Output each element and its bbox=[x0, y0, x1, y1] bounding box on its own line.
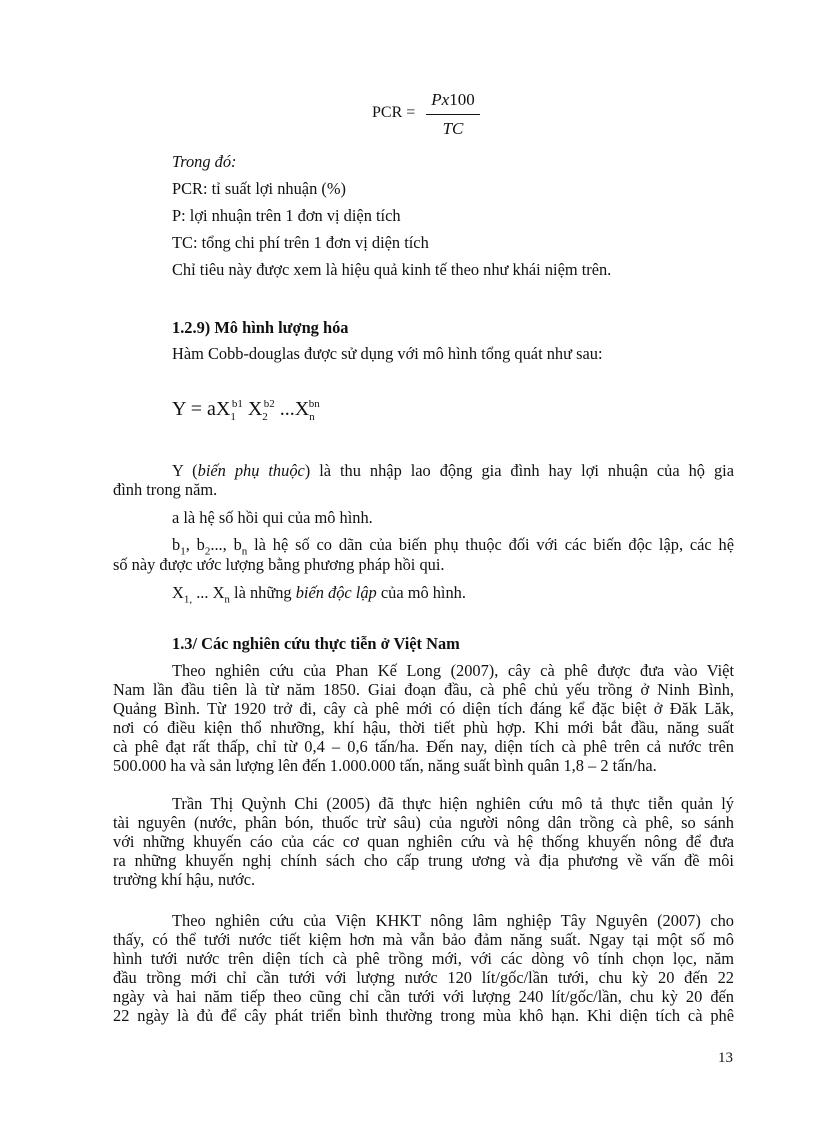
definition-p: P: lợi nhuận trên 1 đơn vị diện tích bbox=[172, 206, 401, 225]
pcr-fraction bbox=[424, 88, 482, 141]
y-description-line1: Y (biến phụ thuộc) là thu nhập lao động gia đình hay lợi nhuận của hộ gia bbox=[172, 461, 734, 480]
pcr-numerator: Px100 bbox=[431, 90, 475, 109]
paragraph-line: Trần Thị Quỳnh Chi (2005) đã thực hiện nghiên cứu mô tả thực tiễn quản lý bbox=[172, 794, 734, 813]
pcr-formula-lhs: PCR = bbox=[372, 104, 416, 121]
paragraph-line: với những khuyến cáo của các cơ quan nghiên cứu và hệ thống khuyến nông để đưa bbox=[113, 832, 734, 851]
definition-tc: TC: tổng chi phí trên 1 đơn vị diện tích bbox=[172, 233, 429, 252]
x-description: $X_{1,}$ ... $X_n$ là những biến độc lập của mô hình. bbox=[172, 583, 466, 606]
y-description-line2: đình trong năm. bbox=[113, 480, 218, 499]
a-description: a là hệ số hồi qui của mô hình. bbox=[172, 508, 373, 527]
paragraph-line: nơi có điều kiện thổ nhưỡng, khí hậu, thời tiết phù hợp. Khi mới bắt đầu, năng suất bbox=[113, 718, 734, 737]
paragraph-line: thấy, có thể tưới nước tiết kiệm hơn mà vẫn bảo đảm năng suất. Ngay tại một số mô bbox=[113, 930, 734, 949]
definition-pcr: PCR: tỉ suất lợi nhuận (%) bbox=[172, 179, 346, 198]
b-description-line1: $b_1$, $b_2$..., $b_n$ là hệ số co dãn của biến phụ thuộc đối với các biến độc lập, các hệ bbox=[172, 535, 735, 558]
paragraph-line: Theo nghiên cứu của Phan Kế Long (2007), cây cà phê được đưa vào Việt bbox=[172, 661, 734, 680]
cobb-douglas-intro: Hàm Cobb-douglas được sử dụng với mô hình tổng quát như sau: bbox=[172, 344, 603, 363]
paragraph-line: ra những khuyến nghị chính sách cho cấp trung ương và địa phương về vấn đề môi bbox=[113, 851, 734, 870]
definitions-intro: Trong đó: bbox=[172, 152, 237, 171]
pcr-denominator: TC bbox=[442, 119, 464, 138]
definition-note: Chỉ tiêu này được xem là hiệu quả kinh tế theo như khái niệm trên. bbox=[172, 260, 612, 279]
paragraph-line: Quảng Bình. Từ 1920 trở đi, cây cà phê mới có diện tích đáng kể đặc biệt ở Đăk Lăk, bbox=[113, 699, 734, 718]
paragraph-phan-ke-long bbox=[113, 661, 734, 775]
paragraph-line: tài nguyên (nước, phân bón, thuốc trừ sâu) của người nông dân trồng cà phê, so sánh bbox=[113, 813, 734, 832]
paragraph-vien-khkt bbox=[113, 911, 734, 1025]
paragraph-line: 22 ngày là đủ để cây phát triển bình thường trong mùa khô hạn. Khi diện tích cà phê bbox=[113, 1006, 734, 1025]
page-number: 13 bbox=[718, 1050, 733, 1066]
paragraph-line: Nam lần đầu tiên là từ năm 1850. Giai đoạn đầu, cà phê chủ yếu trồng ở Ninh Bình, bbox=[113, 680, 734, 699]
paragraph-line: cà phê đạt rất thấp, chỉ từ 0,4 – 0,6 tấn/ha. Đến nay, diện tích cà phê trên cả nước trên bbox=[113, 737, 734, 756]
b-description-line2: số này được ước lượng bằng phương pháp hồi qui. bbox=[113, 555, 445, 574]
cobb-douglas-formula: $Y = aX_1^{b1}$ $X_2^{b2}$ $...X_n^{bn}$ bbox=[172, 398, 320, 423]
paragraph-line: 500.000 ha và sản lượng lên đến 1.000.000 tấn, năng suất bình quân 1,8 – 2 tấn/ha. bbox=[113, 756, 657, 775]
paragraph-line: hình tưới nước trên diện tích cà phê trồng mới, với các dòng vô tính chọn lọc, năm bbox=[113, 949, 734, 968]
paragraph-line: đầu trồng mới chỉ cần tưới với lượng nước 120 lít/gốc/lần tưới, chu kỳ 20 đến 22 bbox=[113, 968, 734, 987]
paragraph-line: ngày và hai năm tiếp theo cũng chỉ cần tưới với lượng 240 lít/gốc/lần, chu kỳ 20 đến bbox=[113, 987, 734, 1006]
paragraph-line: Theo nghiên cứu của Viện KHKT nông lâm nghiệp Tây Nguyên (2007) cho bbox=[172, 911, 734, 930]
fraction-bar bbox=[426, 114, 480, 115]
section-heading-1-2-9: 1.2.9) Mô hình lượng hóa bbox=[172, 318, 349, 337]
section-heading-1-3: 1.3/ Các nghiên cứu thực tiễn ở Việt Nam bbox=[172, 634, 460, 653]
paragraph-line: trường khí hậu, nước. bbox=[113, 870, 256, 889]
paragraph-tran-thi-quynh-chi bbox=[113, 794, 734, 889]
